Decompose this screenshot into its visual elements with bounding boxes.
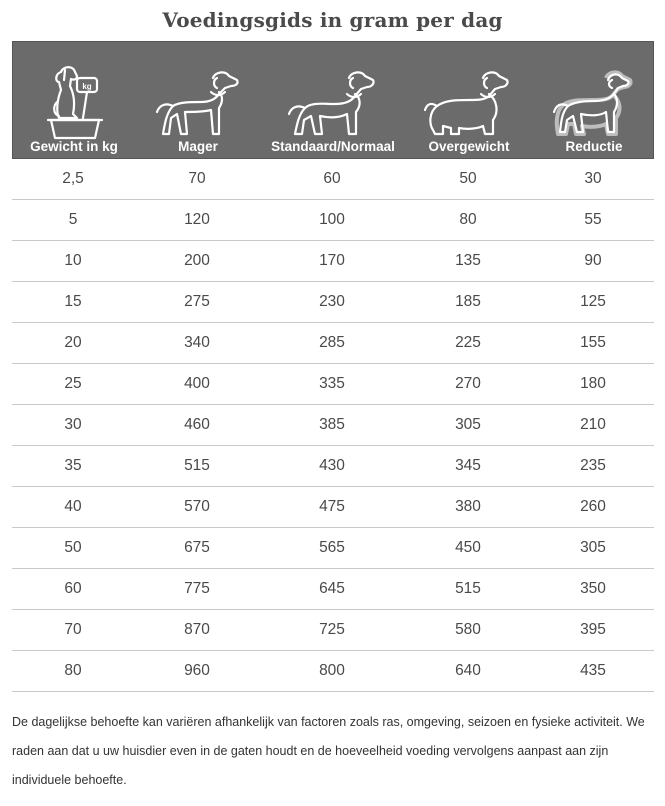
- table-cell: 580: [455, 621, 481, 638]
- dog-on-scale-icon: [39, 60, 109, 142]
- table-cell: 50: [459, 170, 477, 187]
- table-cell: 460: [184, 416, 210, 433]
- table-body: [12, 159, 654, 692]
- table-cell: 385: [319, 416, 345, 433]
- table-cell: 225: [455, 334, 481, 351]
- table-cell: 185: [455, 293, 481, 310]
- table-cell: 570: [184, 498, 210, 515]
- table-row: [12, 569, 654, 610]
- table-cell: 565: [319, 539, 345, 556]
- table-cell: 380: [455, 498, 481, 515]
- table-cell: 15: [64, 293, 82, 310]
- table-cell: 80: [64, 662, 82, 679]
- feeding-note: De dagelijkse behoefte kan variëren afhankelijk van factoren zoals ras, omgeving, seizoen en fysieke activiteit. We raden aan dat u uw huisdier even in de gaten houdt en de hoeveelheid voeding vervolgens aanpast aan zijn individuele behoefte.: [12, 715, 645, 787]
- table-row: [12, 405, 654, 446]
- header-label-normal: Standaard/Normaal: [271, 139, 395, 154]
- table-cell: 395: [580, 621, 606, 638]
- table-cell: 725: [319, 621, 345, 638]
- table-cell: 475: [319, 498, 345, 515]
- header-label-reduction: Reductie: [565, 139, 623, 154]
- table-cell: 60: [323, 170, 341, 187]
- overweight-dog-icon: [421, 68, 517, 140]
- table-row: [12, 364, 654, 405]
- header-label-thin: Mager: [178, 139, 218, 154]
- reduction-dog-icon: [548, 68, 640, 140]
- svg-text:kg: kg: [82, 82, 92, 91]
- thin-dog-icon: [153, 68, 243, 140]
- table-cell: 435: [580, 662, 606, 679]
- table-cell: 305: [455, 416, 481, 433]
- table-cell: 200: [184, 252, 210, 269]
- table-header: [12, 41, 654, 159]
- page-title: Voedingsgids in gram per dag: [162, 8, 503, 32]
- table-cell: 180: [580, 375, 606, 392]
- table-row: [12, 651, 654, 692]
- table-cell: 260: [580, 498, 606, 515]
- table-cell: 960: [184, 662, 210, 679]
- table-row: [12, 241, 654, 282]
- table-row: [12, 446, 654, 487]
- table-cell: 30: [64, 416, 82, 433]
- table-cell: 275: [184, 293, 210, 310]
- table-cell: 335: [319, 375, 345, 392]
- table-cell: 675: [184, 539, 210, 556]
- table-cell: 125: [580, 293, 606, 310]
- table-cell: 70: [64, 621, 82, 638]
- table-cell: 5: [68, 211, 78, 228]
- table-cell: 285: [319, 334, 345, 351]
- table-row: [12, 610, 654, 651]
- table-cell: 50: [64, 539, 82, 556]
- table-cell: 235: [580, 457, 606, 474]
- table-cell: 25: [64, 375, 82, 392]
- header-label-weight: Gewicht in kg: [30, 139, 118, 154]
- table-cell: 515: [184, 457, 210, 474]
- table-cell: 350: [580, 580, 606, 597]
- table-cell: 870: [184, 621, 210, 638]
- table-cell: 400: [184, 375, 210, 392]
- table-row: [12, 159, 654, 200]
- header-normal: [261, 42, 405, 160]
- header-overweight: [405, 42, 533, 160]
- table-row: [12, 282, 654, 323]
- table-cell: 120: [184, 211, 210, 228]
- normal-dog-icon: [285, 68, 381, 140]
- table-row: [12, 487, 654, 528]
- table-cell: 40: [64, 498, 82, 515]
- header-reduction: [533, 42, 655, 160]
- table-cell: 170: [319, 252, 345, 269]
- header-thin: [135, 42, 261, 160]
- table-cell: 80: [459, 211, 477, 228]
- table-cell: 55: [584, 211, 602, 228]
- table-row: [12, 323, 654, 364]
- header-label-overweight: Overgewicht: [428, 139, 510, 154]
- table-cell: 135: [455, 252, 481, 269]
- table-cell: 450: [455, 539, 481, 556]
- table-row: [12, 200, 654, 241]
- table-cell: 60: [64, 580, 82, 597]
- table-cell: 775: [184, 580, 210, 597]
- table-cell: 800: [319, 662, 345, 679]
- table-cell: 90: [584, 252, 602, 269]
- table-cell: 640: [455, 662, 481, 679]
- table-cell: 230: [319, 293, 345, 310]
- table-cell: 430: [319, 457, 345, 474]
- table-cell: 20: [64, 334, 82, 351]
- table-row: [12, 528, 654, 569]
- table-cell: 645: [319, 580, 345, 597]
- table-cell: 515: [455, 580, 481, 597]
- table-cell: 305: [580, 539, 606, 556]
- table-cell: 340: [184, 334, 210, 351]
- header-weight: [13, 42, 135, 160]
- table-cell: 2,5: [62, 170, 84, 187]
- table-cell: 345: [455, 457, 481, 474]
- table-cell: 155: [580, 334, 606, 351]
- feeding-table: [12, 41, 654, 692]
- table-cell: 100: [319, 211, 345, 228]
- table-cell: 10: [64, 252, 82, 269]
- table-cell: 30: [584, 170, 602, 187]
- table-cell: 270: [455, 375, 481, 392]
- table-cell: 210: [580, 416, 606, 433]
- table-cell: 70: [188, 170, 206, 187]
- table-cell: 35: [64, 457, 82, 474]
